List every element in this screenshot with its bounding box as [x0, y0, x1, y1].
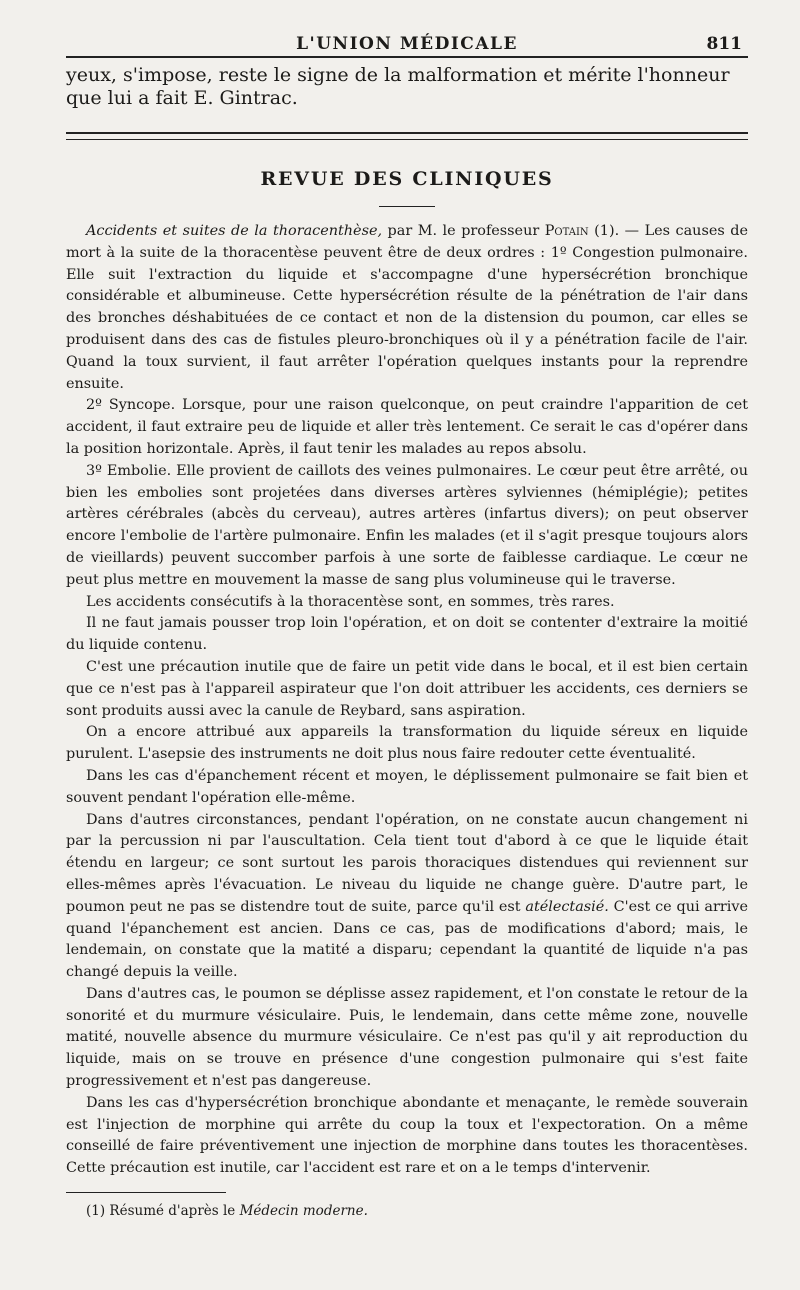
footnote-reference: (1).	[588, 223, 620, 239]
paragraph: Les accidents consécutifs à la thoracentèse sont, en sommes, très rares.	[86, 593, 615, 610]
paragraph-syncope: 2º Syncope. Lorsque, pour une raison quelconque, on peut craindre l'apparition de cet accident, il faut extraire peu de liquide et aller très lentement. Ce serait le cas d'opérer dans la position horizontale. Après, il faut tenir les malades au repos absolu.	[66, 397, 748, 457]
title-underline	[379, 206, 435, 207]
italic-term: atélectasié.	[525, 898, 609, 915]
section-title: REVUE DES CLINIQUES	[260, 168, 554, 190]
running-title: L'UNION MÉDICALE	[296, 34, 518, 54]
paragraph-embolie: 3º Embolie. Elle provient de caillots des veines pulmonaires. Le cœur peut être arrêté, ou bien les embolies sont projetées dans diverses artères sylviennes (hémiplégie); petites artères cérébrales (abcès du cerveau), autres artères (infartus divers); on peut observer encore l'embolie de l'artère pulmonaire. Enfin les malades (et il s'agit presque toujours alors de vieillards) peuvent succomber parfois à une sorte de faiblesse cardiaque. Le cœur ne peut plus mettre en mouvement la masse de sang plus volumineuse qui le traverse.	[66, 462, 748, 588]
footnote	[66, 1201, 748, 1221]
footnote-source: Médecin moderne.	[239, 1203, 368, 1220]
paragraph: Dans d'autres cas, le poumon se déplisse assez rapidement, et l'on constate le retour de la sonorité et du murmure vésiculaire. Puis, le lendemain, dans cette même zone, nouvelle matité, nouvelle absence du murmure vésiculaire. Ce n'est pas qu'il y ait reproduction du liquide, mais on se trouve en présence d'une congestion pulmonaire qui s'est faite progressivement et n'est pas dangereuse.	[66, 985, 748, 1090]
paragraph: Dans les cas d'épanchement récent et moyen, le déplissement pulmonaire se fait bien et souvent pendant l'opération elle-même.	[66, 767, 748, 806]
paragraph	[66, 810, 748, 984]
header-rule	[66, 56, 748, 58]
paragraph-lead	[66, 221, 748, 395]
text-run: Dans d'autres circonstances, pendant l'opération, on ne constate aucun changement ni par la percussion ni par l'auscultation. Cela tient tout d'abord à ce que le liquide était étendu en largeur; ce sont surtout les parois thoraciques distendues qui reviennent sur elles-mêmes après l'évacuation. Le niveau du liquide ne change guère. D'autre part, le poumon peut ne pas se distendre tout de suite, parce qu'il est	[66, 811, 748, 915]
article-body	[66, 221, 748, 1180]
running-head	[66, 0, 748, 56]
footnote-text: (1) Résumé d'après le	[86, 1203, 240, 1220]
paragraph: C'est une précaution inutile que de faire un petit vide dans le bocal, et il est bien certain que ce n'est pas à l'appareil aspirateur que l'on doit attribuer les accidents, ces derniers se sont produits aussi avec la canule de Reybard, sans aspiration.	[66, 658, 748, 719]
paragraph: Il ne faut jamais pousser trop loin l'opération, et on doit se contenter d'extraire la moitié du liquide contenu.	[66, 615, 748, 654]
paragraph: Dans les cas d'hypersécrétion bronchique abondante et menaçante, le remède souverain est l'injection de morphine qui arrête du coup la toux et l'expectoration. On a même conseillé de faire préventivement une injection de morphine dans toutes les thoracentèses. Cette précaution est inutile, car l'accident est rare et on a le temps d'intervenir.	[66, 1094, 748, 1177]
section-divider	[66, 132, 748, 140]
author-name: Potain	[544, 223, 589, 239]
page-number: 811	[706, 34, 742, 54]
footnote-rule	[66, 1192, 226, 1193]
text-run: C'est ce qui arrive quand l'épanchement est ancien. Dans ce cas, pas de modifications d'abord; mais, le lendemain, on constate que la matité a disparu; cependant la quantité de liquide n'a pas changé depuis la veille.	[66, 898, 748, 981]
lead-text: — Les causes de mort à la suite de la thoracentèse peuvent être de deux ordres : 1º Congestion pulmonaire. Elle suit l'extraction du liquide et s'accompagne d'une hypersécrétion bronchique considérable et albumineuse. Cette hypersécrétion résulte de la pénétration de l'air dans des bronches déshabituées de ce contact et non de la distension du poumon, car elles se produisent dans des cas de fistules pleuro-bronchiques où il y a pénétration facile de l'air. Quand la toux survient, il faut arrêter l'opération quelques instants pour la reprendre ensuite.	[66, 223, 748, 392]
article-title: Accidents et suites de la thoracenthèse,	[86, 223, 383, 239]
byline: par M. le professeur	[382, 223, 545, 239]
paragraph: On a encore attribué aux appareils la transformation du liquide séreux en liquide purulent. L'asepsie des instruments ne doit plus nous faire redouter cette éventualité.	[66, 724, 748, 763]
carryover-paragraph: yeux, s'impose, reste le signe de la malformation et mérite l'honneur que lui a fait E. Gintrac.	[66, 64, 730, 109]
